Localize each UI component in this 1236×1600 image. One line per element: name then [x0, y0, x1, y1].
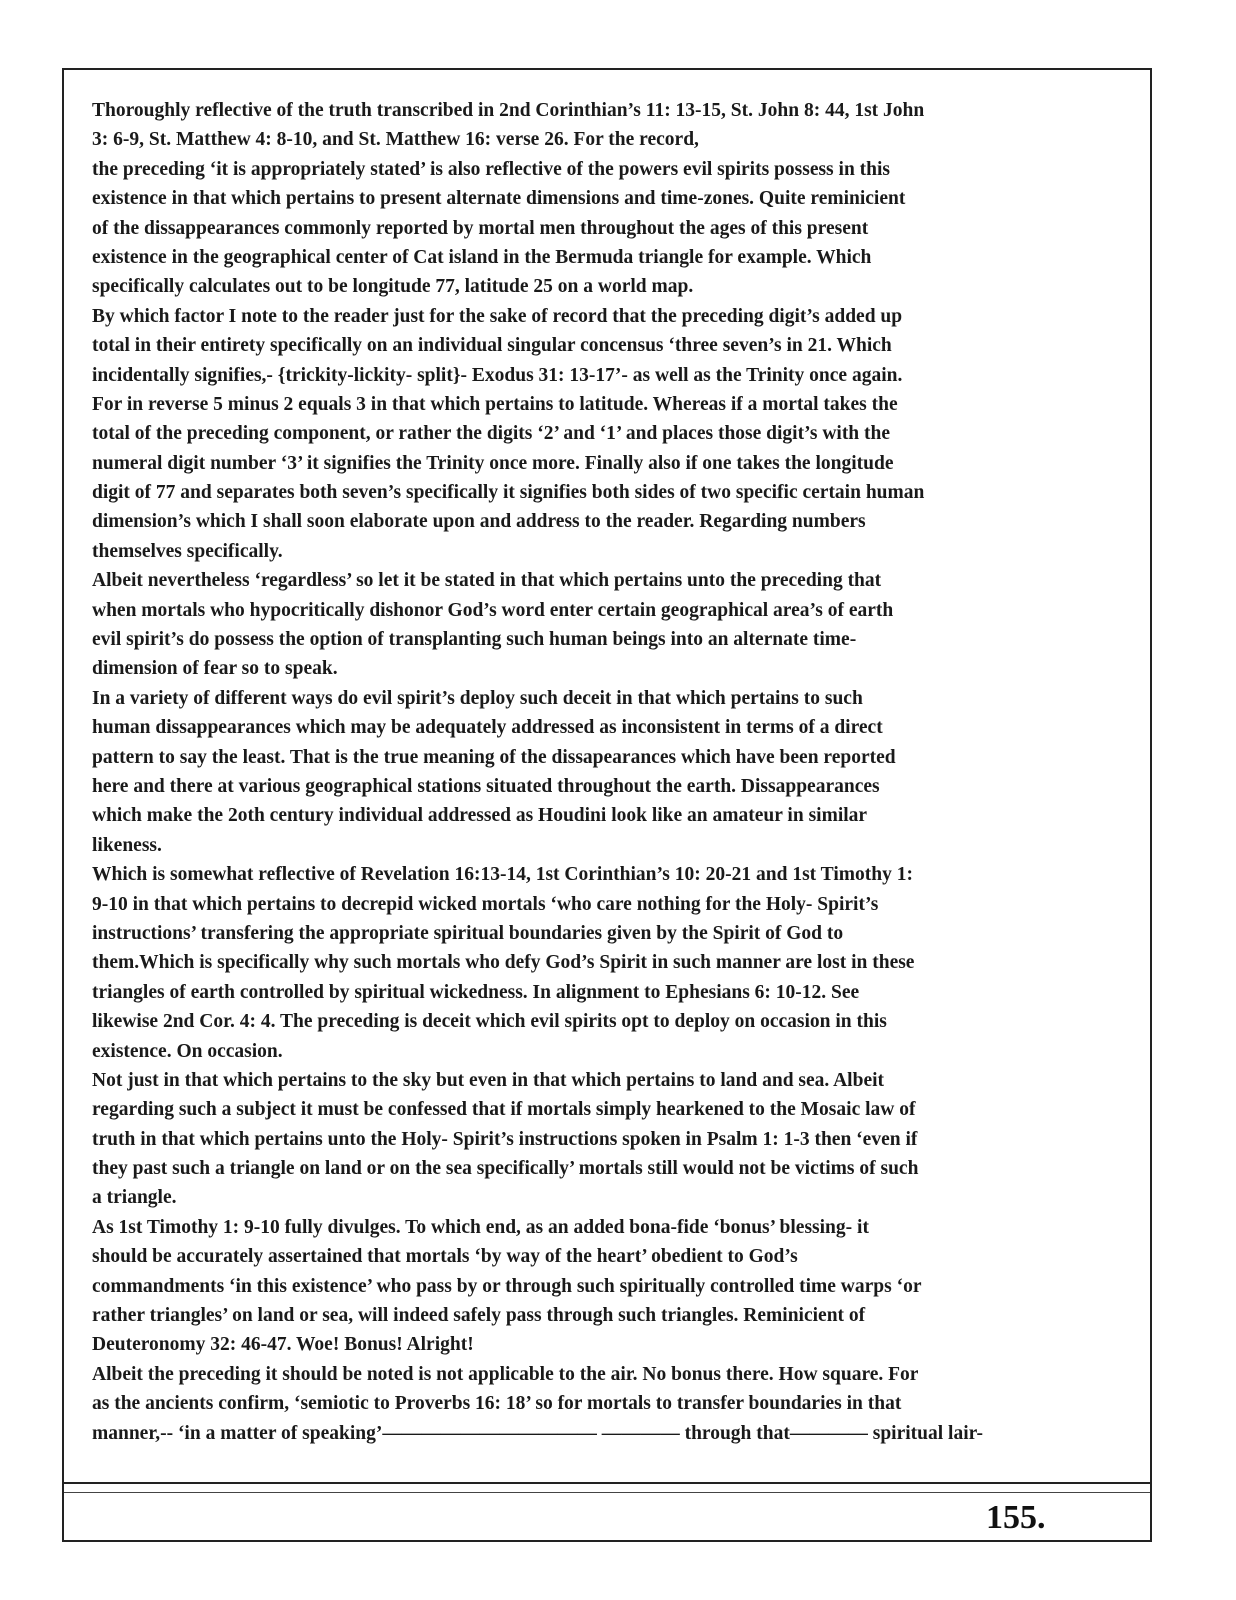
- text-line: Which is somewhat reflective of Revelation 16:13-14, 1st Corinthian’s 10: 20-21 and 1st Timothy 1:: [92, 864, 913, 886]
- text-line: evil spirit’s do possess the option of transplanting such human beings into an alternate time-: [92, 629, 857, 651]
- text-line: existence in that which pertains to present alternate dimensions and time-zones. Quite reminicient: [92, 188, 906, 210]
- text-line: here and there at various geographical stations situated throughout the earth. Dissappearances: [92, 775, 880, 797]
- text-line: dimension’s which I shall soon elaborate upon and address to the reader. Regarding numbers: [92, 511, 866, 533]
- text-line: manner,-- ‘in a matter of speaking’——————————— ———— through that———— spiritual lair-: [92, 1422, 984, 1444]
- text-line: Not just in that which pertains to the sky but even in that which pertains to land and sea. Albeit: [92, 1069, 885, 1091]
- text-line: In a variety of different ways do evil spirit’s deploy such deceit in that which pertains to such: [92, 687, 863, 709]
- text-line: truth in that which pertains unto the Holy- Spirit’s instructions spoken in Psalm 1: 1-3 then ‘even if: [92, 1128, 918, 1150]
- text-line: existence in the geographical center of Cat island in the Bermuda triangle for example. Which: [92, 246, 872, 268]
- text-line: the preceding ‘it is appropriately stated’ is also reflective of the powers evil spirits possess in this: [92, 158, 891, 180]
- text-line: Albeit the preceding it should be noted is not applicable to the air. No bonus there. How square. For: [92, 1363, 919, 1385]
- text-line: total of the preceding component, or rather the digits ‘2’ and ‘1’ and places those digit’s with the: [92, 423, 891, 445]
- text-line: incidentally signifies,- {trickity-lickity- split}- Exodus 31: 13-17’- as well as the Trinity once again.: [92, 364, 903, 386]
- text-line: which make the 2oth century individual addressed as Houdini look like an amateur in similar: [92, 805, 868, 827]
- text-line: As 1st Timothy 1: 9-10 fully divulges. To which end, as an added bona-fide ‘bonus’ blessing- it: [92, 1216, 869, 1238]
- text-line: regarding such a subject it must be confessed that if mortals simply hearkened to the Mosaic law of: [92, 1099, 916, 1121]
- text-line: 9-10 in that which pertains to decrepid wicked mortals ‘who care nothing for the Holy- Spirit’s: [92, 893, 879, 915]
- footer-divider: [64, 1482, 1150, 1484]
- text-line: them.Which is specifically why such mortals who defy God’s Spirit in such manner are lost in these: [92, 952, 915, 974]
- text-line: rather triangles’ on land or sea, will indeed safely pass through such triangles. Reminicient of: [92, 1305, 866, 1327]
- text-line: themselves specifically.: [92, 540, 283, 562]
- body-text: [92, 96, 1132, 1486]
- text-line: instructions’ transfering the appropriate spiritual boundaries given by the Spirit of God to: [92, 922, 844, 944]
- text-line: likewise 2nd Cor. 4: 4. The preceding is deceit which evil spirits opt to deploy on occasion in this: [92, 1011, 887, 1033]
- text-line: triangles of earth controlled by spiritual wickedness. In alignment to Ephesians 6: 10-12. See: [92, 981, 860, 1003]
- text-line: a triangle.: [92, 1187, 177, 1209]
- text-line: For in reverse 5 minus 2 equals 3 in that which pertains to latitude. Whereas if a mortal takes the: [92, 393, 898, 415]
- text-line: Deuteronomy 32: 46-47. Woe! Bonus! Alright!: [92, 1334, 474, 1356]
- text-line: existence. On occasion.: [92, 1040, 283, 1062]
- text-line: commandments ‘in this existence’ who pass by or through such spiritually controlled time warps ‘or: [92, 1275, 922, 1297]
- text-line: Albeit nevertheless ‘regardless’ so let it be stated in that which pertains unto the preceding that: [92, 570, 882, 592]
- text-line: Thoroughly reflective of the truth transcribed in 2nd Corinthian’s 11: 13-15, St. John 8: 44, 1st John: [92, 100, 925, 121]
- text-line: 3: 6-9, St. Matthew 4: 8-10, and St. Matthew 16: verse 26. For the record,: [92, 129, 699, 151]
- text-line: of the dissappearances commonly reported by mortal men throughout the ages of this present: [92, 217, 869, 239]
- text-line: they past such a triangle on land or on the sea specifically’ mortals still would not be victims of such: [92, 1158, 919, 1180]
- text-line: as the ancients confirm, ‘semiotic to Proverbs 16: 18’ so for mortals to transfer boundaries in that: [92, 1393, 902, 1415]
- footer-divider-thin: [64, 1492, 1150, 1493]
- text-line: digit of 77 and separates both seven’s specifically it signifies both sides of two specific certain human: [92, 482, 925, 504]
- text-line: pattern to say the least. That is the true meaning of the dissapearances which have been reported: [92, 746, 896, 768]
- text-line: By which factor I note to the reader just for the sake of record that the preceding digit’s added up: [92, 305, 903, 327]
- text-line: when mortals who hypocritically dishonor God’s word enter certain geographical area’s of earth: [92, 599, 894, 621]
- text-line: total in their entirety specifically on an individual singular concensus ‘three seven’s in 21. Which: [92, 335, 892, 357]
- text-line: specifically calculates out to be longitude 77, latitude 25 on a world map.: [92, 276, 694, 298]
- text-line: numeral digit number ‘3’ it signifies the Trinity once more. Finally also if one takes the longitude: [92, 452, 894, 474]
- page-number: 155.: [986, 1499, 1046, 1536]
- text-line: likeness.: [92, 834, 162, 856]
- text-line: dimension of fear so to speak.: [92, 658, 338, 680]
- text-line: should be accurately assertained that mortals ‘by way of the heart’ obedient to God’s: [92, 1246, 798, 1268]
- text-line: human dissappearances which may be adequately addressed as inconsistent in terms of a direct: [92, 717, 883, 739]
